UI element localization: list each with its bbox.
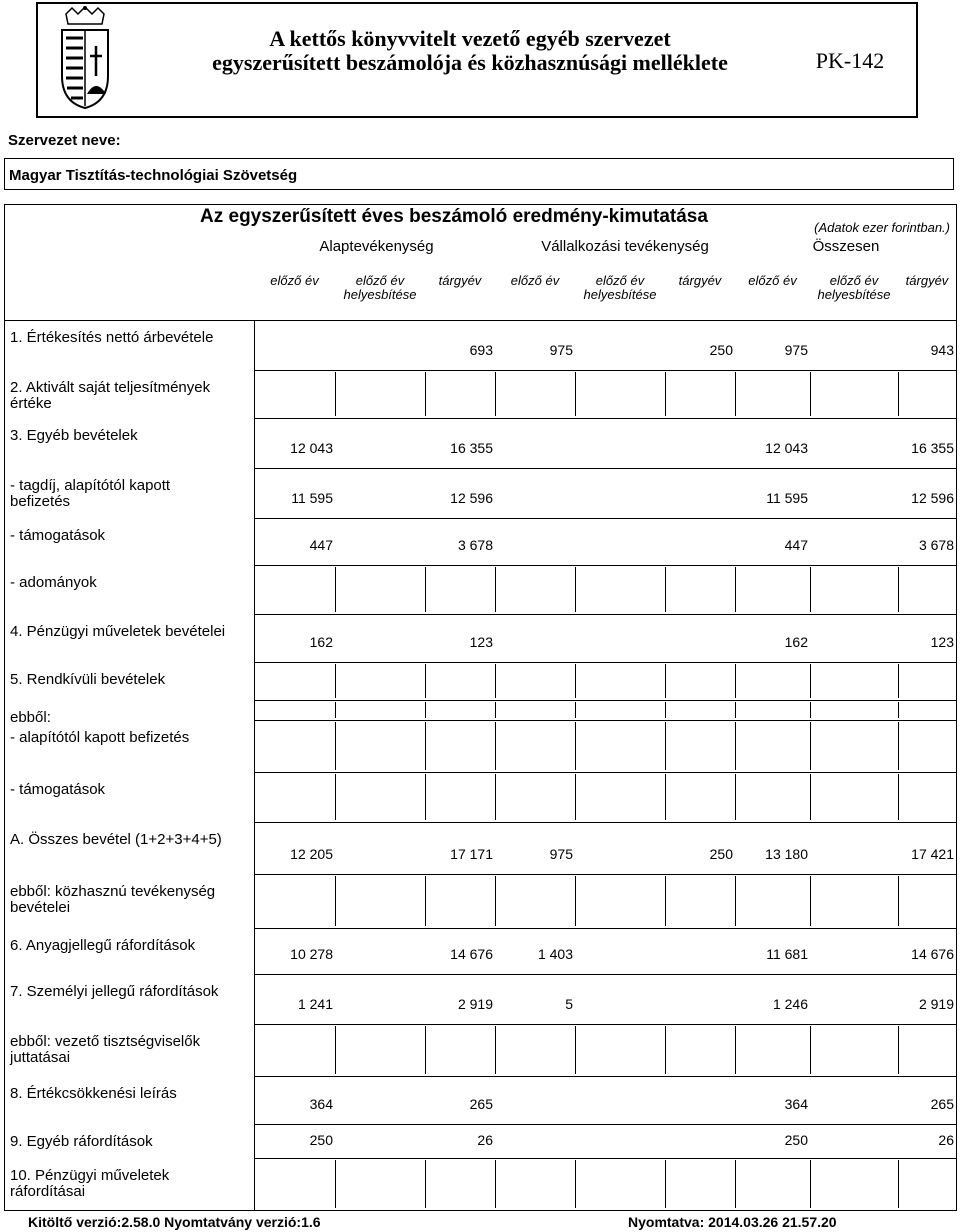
cell-divider	[735, 567, 736, 612]
value-cell[interactable]: 250	[784, 1132, 808, 1148]
value-cell[interactable]: 265	[469, 1096, 493, 1112]
cell-divider	[665, 702, 666, 718]
group-header: Alaptevékenység	[319, 238, 434, 255]
cell-divider	[735, 372, 736, 416]
form-title: A kettős könyvvitelt vezető egyéb szervezet	[269, 26, 671, 51]
header-divider	[4, 320, 957, 321]
value-cell[interactable]: 5	[565, 996, 573, 1012]
cell-divider	[335, 1026, 336, 1074]
cell-divider	[665, 1026, 666, 1074]
row-divider	[254, 772, 957, 773]
row-label: - tagdíj, alapítótól kapott befizetés	[10, 477, 171, 510]
cell-divider	[665, 774, 666, 820]
cell-divider	[425, 1160, 426, 1208]
cell-divider	[898, 876, 899, 926]
cell-divider	[335, 1160, 336, 1208]
value-cell[interactable]: 364	[309, 1096, 333, 1112]
cell-divider	[810, 702, 811, 718]
row-label: 5. Rendkívüli bevételek	[10, 671, 166, 688]
row-label: - támogatások	[10, 527, 106, 544]
cell-divider	[495, 567, 496, 612]
cell-divider	[425, 1026, 426, 1074]
row-label: 2. Aktivált saját teljesítmények értéke	[10, 379, 211, 412]
row-divider	[254, 1158, 957, 1159]
value-cell[interactable]: 11 595	[291, 490, 333, 506]
value-cell[interactable]: 12 596	[911, 490, 954, 506]
cell-divider	[898, 1026, 899, 1074]
row-divider	[254, 565, 957, 566]
cell-divider	[810, 567, 811, 612]
section-title: Az egyszerűsített éves beszámoló eredmény-kimutatása	[200, 206, 708, 227]
row-label: ebből: közhasznú tevékenység bevételei	[10, 883, 216, 916]
cell-divider	[495, 1026, 496, 1074]
org-name-label: Szervezet neve:	[8, 132, 121, 149]
cell-divider	[495, 372, 496, 416]
column-header: előző év helyesbítése	[583, 273, 657, 302]
cell-divider	[495, 1160, 496, 1208]
cell-divider	[665, 567, 666, 612]
cell-divider	[575, 1026, 576, 1074]
value-cell[interactable]: 11 595	[766, 490, 808, 506]
cell-divider	[810, 876, 811, 926]
cell-divider	[495, 774, 496, 820]
value-cell[interactable]: 975	[549, 342, 573, 358]
value-cell[interactable]: 2 919	[457, 996, 493, 1012]
cell-divider	[575, 567, 576, 612]
value-cell[interactable]: 14 676	[911, 946, 954, 962]
value-cell[interactable]: 12 205	[290, 846, 333, 862]
cell-divider	[665, 372, 666, 416]
value-cell[interactable]: 447	[309, 537, 333, 553]
column-header: előző év helyesbítése	[343, 273, 417, 302]
units-note: (Adatok ezer forintban.)	[814, 220, 950, 235]
cell-divider	[735, 664, 736, 698]
cell-divider	[575, 774, 576, 820]
value-cell[interactable]: 3 678	[457, 537, 493, 553]
row-divider	[254, 662, 957, 663]
value-cell[interactable]: 943	[930, 342, 954, 358]
row-divider	[254, 700, 957, 701]
row-label: - alapítótól kapott befizetés	[10, 729, 190, 746]
row-divider	[254, 874, 957, 875]
value-cell[interactable]: 123	[930, 634, 954, 650]
value-cell[interactable]: 1 403	[537, 946, 573, 962]
cell-divider	[425, 372, 426, 416]
row-label: 9. Egyéb ráfordítások	[10, 1133, 153, 1150]
version-info: Kitöltő verzió:2.58.0 Nyomtatvány verzió:1.6	[28, 1214, 321, 1230]
cell-divider	[335, 664, 336, 698]
value-cell[interactable]: 162	[784, 634, 808, 650]
row-label: ebből:	[10, 709, 51, 726]
row-divider	[254, 928, 957, 929]
row-label: 6. Anyagjellegű ráfordítások	[10, 937, 196, 954]
row-label: 1. Értékesítés nettó árbevétele	[10, 329, 214, 346]
value-cell[interactable]: 12 043	[290, 440, 333, 456]
row-label: 4. Pénzügyi műveletek bevételei	[10, 623, 226, 640]
cell-divider	[810, 1026, 811, 1074]
table-border-left	[4, 204, 5, 1210]
cell-divider	[425, 774, 426, 820]
value-cell[interactable]: 250	[709, 342, 733, 358]
value-cell[interactable]: 250	[709, 846, 733, 862]
cell-divider	[335, 372, 336, 416]
cell-divider	[735, 774, 736, 820]
value-cell[interactable]: 1 246	[772, 996, 808, 1012]
cell-divider	[335, 774, 336, 820]
column-header: tárgyév	[438, 273, 482, 288]
value-cell[interactable]: 1 241	[297, 996, 333, 1012]
cell-divider	[575, 1160, 576, 1208]
cell-divider	[425, 664, 426, 698]
value-cell[interactable]: 17 421	[911, 846, 954, 862]
value-cell[interactable]: 16 355	[450, 440, 493, 456]
row-divider	[254, 1124, 957, 1125]
column-header: előző év	[748, 273, 797, 288]
cell-divider	[425, 722, 426, 770]
cell-divider	[665, 664, 666, 698]
cell-divider	[735, 876, 736, 926]
row-divider	[254, 468, 957, 469]
cell-divider	[425, 702, 426, 718]
cell-divider	[810, 1160, 811, 1208]
value-cell[interactable]: 10 278	[290, 946, 333, 962]
cell-divider	[665, 1160, 666, 1208]
row-divider	[254, 720, 957, 721]
value-cell[interactable]: 14 676	[450, 946, 493, 962]
cell-divider	[810, 774, 811, 820]
cell-divider	[575, 722, 576, 770]
cell-divider	[495, 664, 496, 698]
value-cell[interactable]: 26	[477, 1132, 493, 1148]
row-divider	[254, 1024, 957, 1025]
row-label: 8. Értékcsökkenési leírás	[10, 1085, 177, 1102]
cell-divider	[898, 567, 899, 612]
cell-divider	[665, 722, 666, 770]
cell-divider	[335, 722, 336, 770]
cell-divider	[898, 372, 899, 416]
value-cell[interactable]: 17 171	[450, 846, 493, 862]
cell-divider	[735, 1026, 736, 1074]
cell-divider	[665, 876, 666, 926]
row-divider	[254, 518, 957, 519]
cell-divider	[575, 372, 576, 416]
cell-divider	[735, 1160, 736, 1208]
value-cell[interactable]: 447	[784, 537, 808, 553]
value-cell[interactable]: 250	[309, 1132, 333, 1148]
column-header: előző év	[270, 273, 319, 288]
value-cell[interactable]: 693	[469, 342, 493, 358]
cell-divider	[898, 722, 899, 770]
row-label: - adományok	[10, 574, 97, 591]
column-header: előző év helyesbítése	[817, 273, 891, 302]
value-cell[interactable]: 364	[784, 1096, 808, 1112]
cell-divider	[898, 1160, 899, 1208]
row-divider	[254, 370, 957, 371]
value-cell[interactable]: 12 043	[765, 440, 808, 456]
column-header: tárgyév	[678, 273, 722, 288]
value-cell[interactable]: 13 180	[765, 846, 808, 862]
cell-divider	[810, 664, 811, 698]
cell-divider	[335, 876, 336, 926]
cell-divider	[335, 567, 336, 612]
value-cell[interactable]: 123	[469, 634, 493, 650]
cell-divider	[495, 876, 496, 926]
row-label: A. Összes bevétel (1+2+3+4+5)	[10, 831, 222, 848]
row-label: 3. Egyéb bevételek	[10, 427, 138, 444]
table-border-top	[4, 204, 957, 205]
cell-divider	[575, 702, 576, 718]
cell-divider	[575, 664, 576, 698]
value-cell[interactable]: 26	[938, 1132, 954, 1148]
row-divider	[254, 974, 957, 975]
row-divider	[254, 822, 957, 823]
cell-divider	[898, 664, 899, 698]
cell-divider	[810, 372, 811, 416]
cell-divider	[425, 567, 426, 612]
form-code: PK-142	[815, 48, 885, 73]
value-cell[interactable]: 3 678	[918, 537, 954, 553]
cell-divider	[735, 722, 736, 770]
value-cell[interactable]: 162	[309, 634, 333, 650]
row-label: 7. Személyi jellegű ráfordítások	[10, 983, 219, 1000]
value-cell[interactable]: 975	[784, 342, 808, 358]
value-cell[interactable]: 11 681	[766, 946, 808, 962]
cell-divider	[735, 702, 736, 718]
cell-divider	[898, 774, 899, 820]
org-name-field[interactable]: Magyar Tisztítás-technológiai Szövetség	[4, 158, 954, 190]
value-cell[interactable]: 16 355	[911, 440, 954, 456]
value-cell[interactable]: 975	[549, 846, 573, 862]
cell-divider	[810, 722, 811, 770]
print-timestamp: Nyomtatva: 2014.03.26 21.57.20	[628, 1214, 837, 1230]
value-cell[interactable]: 265	[930, 1096, 954, 1112]
row-label: - támogatások	[10, 781, 106, 798]
row-divider	[254, 418, 957, 419]
row-label: ebből: vezető tisztségviselők juttatásai	[10, 1033, 201, 1066]
group-header: Vállalkozási tevékenység	[541, 238, 709, 255]
form-subtitle: egyszerűsített beszámolója és közhasznúsági melléklete	[212, 50, 728, 75]
table-border-right	[956, 204, 957, 1210]
cell-divider	[495, 722, 496, 770]
row-divider	[254, 614, 957, 615]
cell-divider	[425, 876, 426, 926]
cell-divider	[495, 702, 496, 718]
row-label: 10. Pénzügyi műveletek ráfordításai	[10, 1167, 170, 1200]
row-divider	[254, 1076, 957, 1077]
cell-divider	[575, 876, 576, 926]
cell-divider	[335, 702, 336, 718]
value-cell[interactable]: 2 919	[918, 996, 954, 1012]
cell-divider	[898, 702, 899, 718]
value-cell[interactable]: 12 596	[450, 490, 493, 506]
column-header: tárgyév	[905, 273, 949, 288]
column-header: előző év	[510, 273, 560, 288]
group-header: Összesen	[812, 238, 880, 255]
table-border-bottom	[4, 1210, 957, 1211]
